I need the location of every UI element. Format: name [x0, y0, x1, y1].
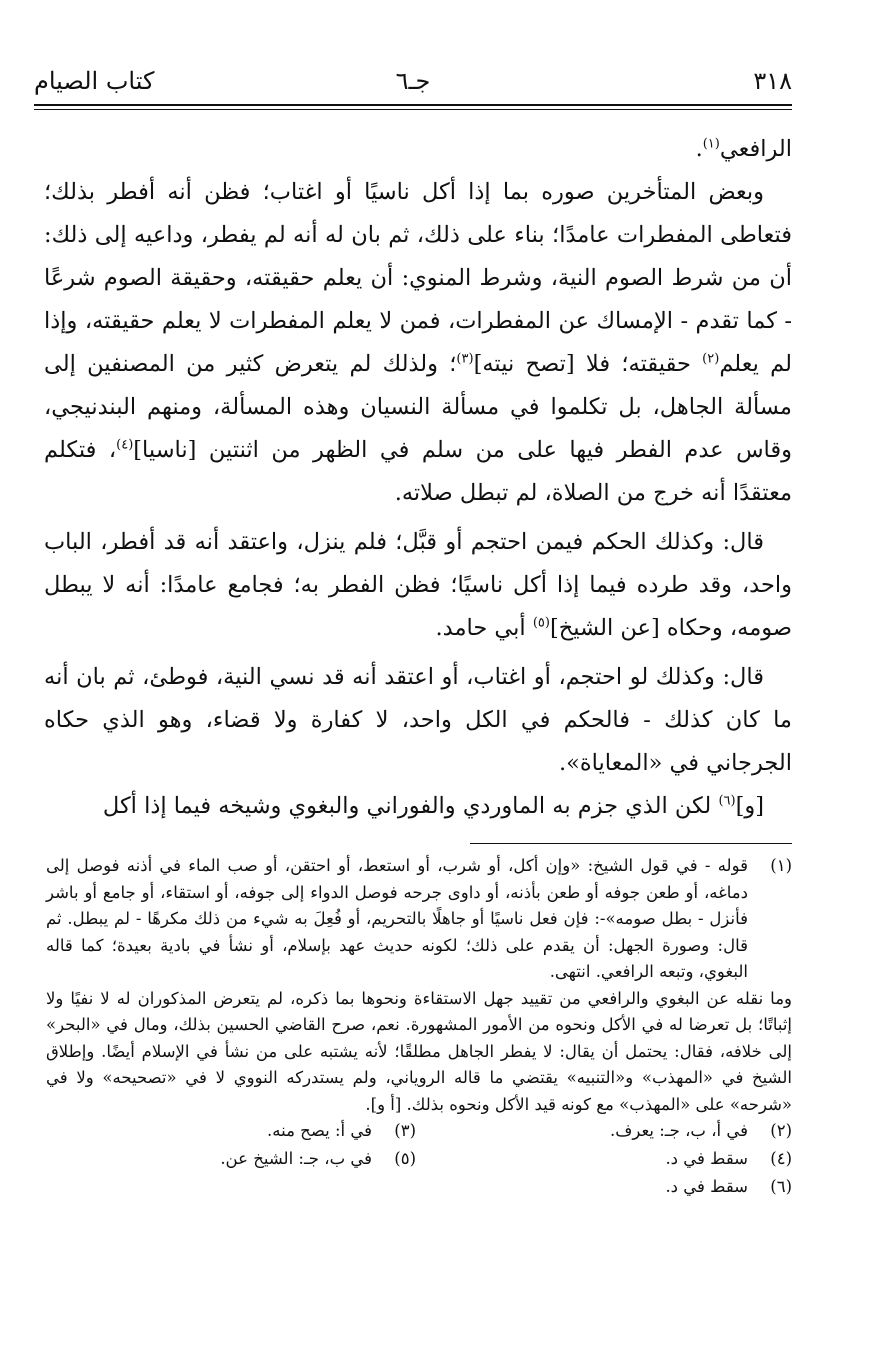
footnote-ref-2: (٢) — [702, 351, 720, 367]
footnote-ref-3: (٣) — [456, 351, 474, 367]
footnote-number: (٣) — [394, 1121, 416, 1140]
paragraph-5: [و]$^{(٦)}$ لكن الذي جزم به الماوردي والفوراني والبغوي وشيخه فيما إذا أكل — [102, 793, 764, 819]
paragraph-2: وبعض المتأخرين صوره بما إذا أكل ناسيًا أو اغتاب؛ فظن أنه أفطر بذلك؛ فتعاطى المفطرات عامدًا؛ بناء على ذلك، ثم بان له أنه لم يفطر، وداعيه إلى ذلك: أن من شرط الصوم النية، وشرط المنوي: أن يعلم حقيقته، وحقيقة الصوم شرعًا - كما تقدم - الإمساك عن المفطرات، فمن لا يعلم المفطرات لا يعلم حقيقته، وإذا لم يعلم$^{(٢)}$ حقيقته؛ فلا [تصح نيته]$^{(٣)}$؛ ولذلك لم يتعرض كثير من المصنفين إلى مسألة الجاهل، بل تكلموا في مسألة النسيان وهذه المسألة، ومنهم البندنيجي، وقاس عدم الفطر فيها على من سلم في الظهر من اثنتين [ناسيا]$^{(٤)}$، فتكلم معتقدًا أنه خرج من الصلاة، لم تبطل صلاته. — [44, 179, 793, 506]
footnote-3 — [267, 1118, 416, 1145]
book-title: كتاب الصيام — [34, 67, 155, 95]
footnote-text: وما نقله عن البغوي والرافعي من تقييد جهل الاستقاءة ونحوها بما ذكره، لم يتعرض المذكوران له لا نفيًا ولا إثباتًا؛ بل تعرضا له في الأكل ونحوه من الأمور المشهورة. نعم، صرح القاضي الحسين بذلك، ومال في «البحر» إلى خلافه، فقال: يحتمل أن يقال: لا يفطر الجاهل مطلقًا؛ لأنه يشتبه على من نشأ في الإسلام أيضًا. وإطلاق الشيخ في «المهذب» و«التنبيه» يقتضي ما قاله الروياني، ولم يستدركه النووي لا في «تصحيحه» ولا في «شرحه» على «المهذب» مع كونه قيد الأكل ونحوه بذلك. [أ و]. — [46, 988, 792, 1114]
footnote-5 — [220, 1146, 416, 1173]
footnote-6 — [665, 1174, 792, 1201]
volume-label: جـ٦ — [395, 67, 431, 95]
header-rule-thin — [34, 109, 792, 110]
main-text — [44, 128, 792, 828]
footnote-text: في ب، جـ: الشيخ عن. — [220, 1149, 372, 1168]
footnote-2 — [610, 1118, 792, 1145]
footnote-separator — [470, 843, 792, 844]
footnote-text: في أ: يصح منه. — [267, 1121, 372, 1140]
page-number: ٣١٨ — [753, 67, 792, 95]
footnote-number: (٢) — [770, 1121, 792, 1140]
header-rule-thick — [34, 104, 792, 106]
footnote-row — [46, 1118, 792, 1146]
footnote-ref-5: (٥) — [532, 615, 550, 631]
footnote-text: في أ، ب، جـ: يعرف. — [610, 1121, 748, 1140]
footnote-4 — [665, 1146, 792, 1173]
footnote-text: قوله - في قول الشيخ: «وإن أكل، أو شرب، أو استعط، أو احتقن، أو صب الماء في أذنه فوصل إلى دماغه، أو طعن جوفه أو طعن بأذنه، أو داوى جرحه فوصل الدواء إلى جوفه، أو استقاء، أو جامع أو باشر فأنزل - بطل صومه»-: فإن فعل ناسيًا أو جاهلًا بالتحريم، أو فُعِلَ به شيء من ذلك مكرهًا - لم يبطل. ثم قال: وصورة الجهل: أن يقدم على ذلك؛ لكونه حديث عهد بإسلام، أو نشأ في بادية بعيدة؛ كما قاله البغوي، وتبعه الرافعي. انتهى. — [46, 856, 748, 981]
running-header — [34, 64, 792, 102]
footnote-number: (٤) — [770, 1149, 792, 1168]
footnote-row — [46, 1146, 792, 1174]
footnote-number: (٦) — [770, 1177, 792, 1196]
footnote-1-continued — [46, 986, 792, 1119]
footnote-ref-4: (٤) — [116, 437, 134, 453]
footnote-ref-1: (١) — [702, 136, 720, 152]
footnote-row — [46, 1174, 792, 1202]
footnote-1 — [46, 853, 792, 986]
footnote-number: (١) — [770, 856, 792, 875]
footnote-ref-6: (٦) — [718, 793, 736, 809]
footnote-number: (٥) — [394, 1149, 416, 1168]
footnotes — [46, 853, 792, 1202]
paragraph-4: قال: وكذلك لو احتجم، أو اغتاب، أو اعتقد أنه قد نسي النية، فوطئ، ثم بان أنه ما كان كذلك - فالحكم في الكل واحد، لا كفارة ولا قضاء، وهو الذي حكاه الجرجاني في «المعاياة». — [44, 664, 792, 776]
paragraph-1: الرافعي$^{(١)}$. — [695, 136, 792, 162]
paragraph-3: قال: وكذلك الحكم فيمن احتجم أو قبَّل؛ فلم ينزل، واعتقد أنه قد أفطر، الباب واحد، وقد طرده فيما إذا أكل ناسيًا؛ فظن الفطر به؛ فجامع عامدًا: أنه لا يبطل صومه، وحكاه [عن الشيخ]$^{(٥)}$ أبي حامد. — [44, 529, 792, 641]
footnote-text: سقط في د. — [665, 1149, 748, 1168]
footnote-text: سقط في د. — [665, 1177, 748, 1196]
